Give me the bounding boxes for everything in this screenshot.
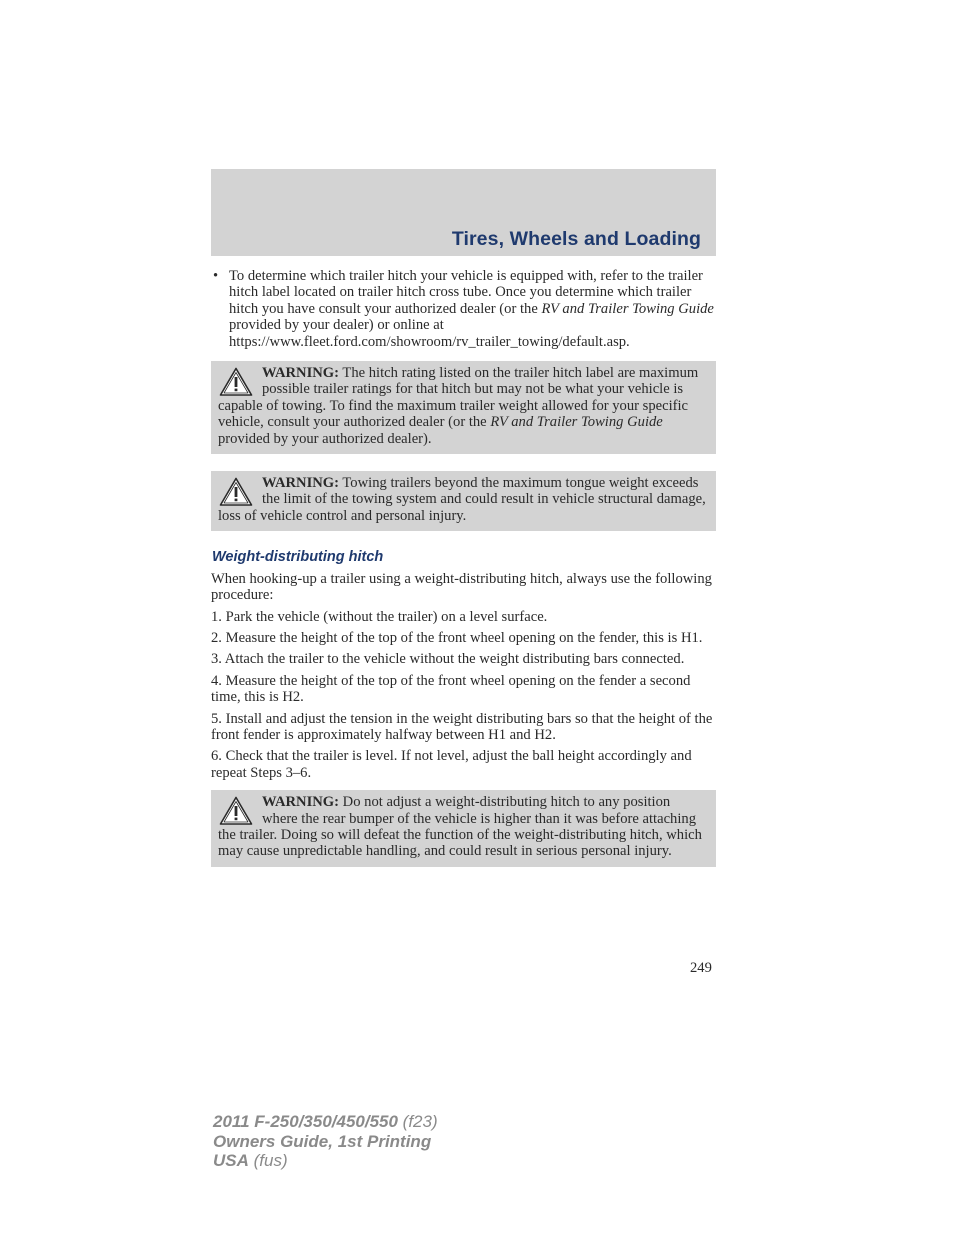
step-2: 2. Measure the height of the top of the front wheel opening on the fender, this is H1.	[211, 629, 703, 646]
warning-text-start: The hitch rating listed on the trailer hitch label are maximum possible trailer ratings for that hitch but may not be what your vehicle is capable of towing. To find the maximum trailer weight allowed for your specific vehicle, consult your authorized dealer (or the	[218, 365, 699, 431]
warning-box-tongue-weight	[211, 471, 716, 531]
warning-text: Do not adjust a weight-distributing hitch to any position where the rear bumper of the vehicle is higher than it was before attaching the trailer. Doing so will defeat the function of the weight-distributing hitch, which may cause unpredictable handling, and could result in serious personal injury.	[218, 794, 702, 860]
warning-label: WARNING:	[262, 794, 340, 811]
footer-region-code: (fus)	[248, 1151, 288, 1170]
warning-triangle-icon	[219, 367, 253, 397]
warning-label: WARNING:	[262, 365, 340, 382]
step-6: 6. Check that the trailer is level. If not level, adjust the ball height accordingly and repeat Steps 3–6.	[211, 748, 692, 781]
bullet-item	[211, 268, 716, 350]
page-content	[211, 268, 716, 867]
warning-guide-title: RV and Trailer Towing Guide	[490, 414, 663, 431]
section-title: Tires, Wheels and Loading	[451, 228, 701, 250]
bullet-marker: •	[213, 268, 219, 284]
section-header-band	[211, 169, 716, 256]
warning-triangle-icon	[219, 477, 253, 507]
warning-triangle-icon	[219, 796, 253, 826]
warning-text-end: provided by your authorized dealer).	[218, 430, 432, 447]
footer-edition: Owners Guide, 1st Printing	[213, 1131, 432, 1151]
subsection-heading: Weight-distributing hitch	[212, 549, 384, 566]
intro-paragraph: When hooking-up a trailer using a weight-distributing hitch, always use the following procedure:	[211, 570, 712, 604]
warning-label: WARNING:	[262, 475, 340, 492]
document-footer	[213, 1112, 438, 1171]
step-4: 4. Measure the height of the top of the front wheel opening on the fender a second time, this is H2.	[211, 672, 691, 706]
bullet-guide-title: RV and Trailer Towing Guide	[541, 300, 714, 317]
warning-text: Towing trailers beyond the maximum tongue weight exceeds the limit of the towing system and could result in vehicle structural damage, loss of vehicle control and personal injury.	[218, 475, 706, 524]
footer-model: 2011 F-250/350/450/550	[213, 1112, 398, 1131]
page-number: 249	[690, 960, 712, 976]
warning-box-hitch-rating	[211, 361, 716, 454]
step-3: 3. Attach the trailer to the vehicle without the weight distributing bars connected.	[211, 651, 685, 668]
bullet-text-start: To determine which trailer hitch your vehicle is equipped with, refer to the trailer hitch label located on trailer hitch cross tube. Once you determine which trailer hitch you have consult your authorized dealer (or the	[229, 268, 703, 317]
bullet-text-end: provided by your dealer) or online at https://www.fleet.ford.com/showroom/rv_trailer_towing/default.asp.	[229, 317, 630, 350]
step-1: 1. Park the vehicle (without the trailer) on a level surface.	[211, 608, 548, 625]
footer-model-code: (f23)	[397, 1112, 438, 1131]
step-5: 5. Install and adjust the tension in the weight distributing bars so that the height of the front fender is approximately halfway between H1 and H2.	[211, 710, 713, 743]
warning-box-bumper-height	[211, 790, 716, 867]
footer-region: USA	[213, 1151, 249, 1170]
